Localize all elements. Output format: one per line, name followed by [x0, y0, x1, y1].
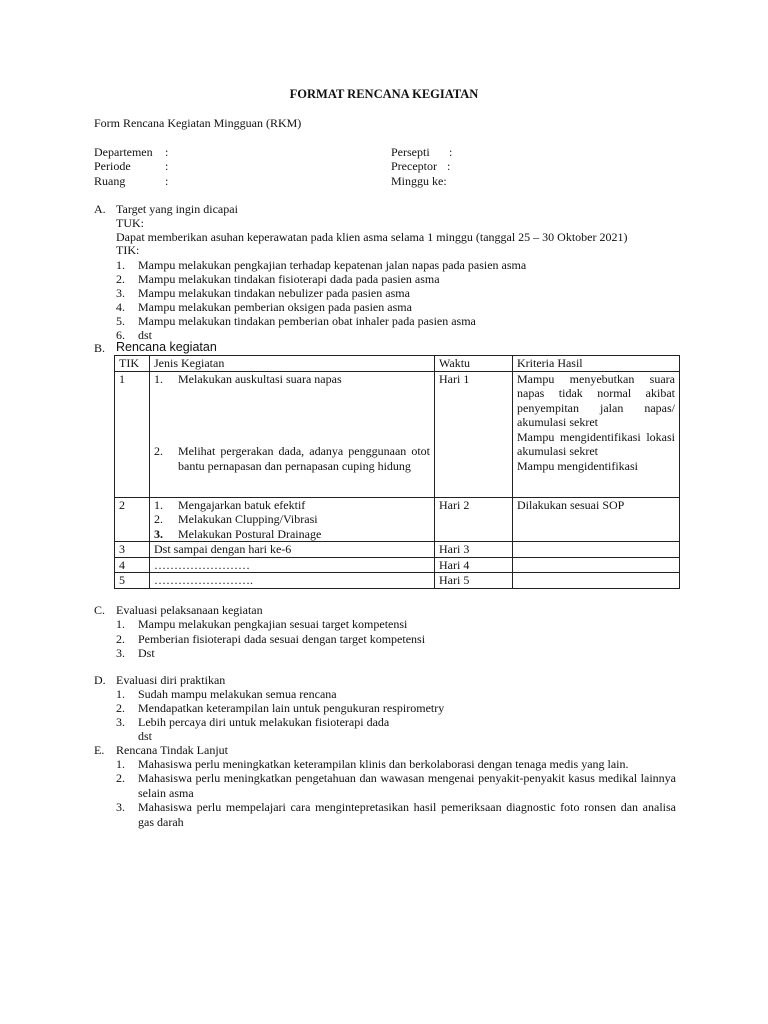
list-item: Mendapatkan keterampilan lain untuk pengukuran respirometry — [138, 701, 445, 715]
list-item: Mampu melakukan tindakan pemberian obat inhaler pada pasien asma — [138, 314, 476, 328]
list-number: 4. — [116, 300, 125, 314]
list-number: 3. — [116, 800, 125, 814]
page-title: FORMAT RENCANA KEGIATAN — [289, 87, 479, 101]
column-header-tik: TIK — [115, 356, 150, 372]
cell-kriteria — [513, 557, 680, 573]
cell-activity: …………………… — [150, 557, 435, 573]
list-item: Mampu melakukan tindakan fisioterapi dada pada pasien asma — [138, 272, 440, 286]
section-title: Rencana Tindak Lanjut — [116, 743, 228, 757]
list-number: 1. — [116, 258, 125, 272]
cell-tik: 3 — [115, 542, 150, 558]
list-item: dst — [138, 328, 153, 342]
section-title: Target yang ingin dicapai — [116, 202, 238, 216]
list-number: 1. — [116, 687, 125, 701]
activity-text: Melihat pergerakan dada, adanya penggunaan otot bantu pernapasan dan pernapasan cuping hidung — [178, 444, 430, 473]
tik-label: TIK: — [116, 243, 140, 257]
section-letter: E. — [94, 743, 105, 757]
column-header-waktu: Waktu — [435, 356, 513, 372]
section-title: Evaluasi pelaksanaan kegiatan — [116, 603, 263, 617]
info-label-departemen: Departemen — [94, 145, 153, 159]
cell-waktu: Hari 3 — [435, 542, 513, 558]
list-number: 3. — [116, 715, 125, 729]
info-label-periode: Periode — [94, 159, 131, 173]
list-item: Mahasiswa perlu meningkatkan pengetahuan dan wawasan mengenai penyakit-penyakit kasus medikal lainnya selain asma — [138, 771, 676, 800]
list-item: Pemberian fisioterapi dada sesuai dengan target kompetensi — [138, 632, 426, 646]
list-item: Mahasiswa perlu meningkatkan keterampilan klinis dan berkolaborasi dengan tenaga medis yang lain. — [138, 757, 629, 771]
table-row — [115, 557, 680, 573]
section-title: Rencana kegiatan — [116, 340, 217, 354]
info-colon: : — [165, 159, 169, 173]
list-item: Mampu melakukan pengkajian terhadap kepatenan jalan napas pada pasien asma — [138, 258, 527, 272]
table-row — [115, 542, 680, 558]
cell-activities — [150, 497, 435, 542]
section-letter: C. — [94, 603, 106, 617]
list-number: 2. — [116, 771, 125, 785]
activity-text: Melakukan auskultasi suara napas — [178, 371, 342, 386]
criteria-item: Mampu mengidentifikasi — [517, 458, 638, 473]
activity-number: 2. — [154, 444, 163, 458]
cell-waktu: Hari 4 — [435, 557, 513, 573]
section-letter: B. — [94, 341, 106, 355]
activity-text: Melakukan Clupping/Vibrasi — [178, 512, 318, 526]
info-label-ruang: Ruang — [94, 174, 126, 188]
cell-kriteria: Dilakukan sesuai SOP — [513, 497, 680, 542]
list-item: Dst — [138, 646, 155, 660]
tuk-label: TUK: — [116, 216, 144, 230]
table-row — [115, 573, 680, 589]
activity-text: Melakukan Postural Drainage — [178, 526, 322, 541]
list-item: Mampu melakukan pengkajian sesuai target kompetensi — [138, 617, 408, 631]
form-subtitle: Form Rencana Kegiatan Mingguan (RKM) — [94, 116, 302, 130]
activity-number: 2. — [154, 512, 163, 526]
column-header-kriteria: Kriteria Hasil — [513, 356, 680, 372]
cell-waktu: Hari 2 — [435, 497, 513, 542]
cell-activity: ……………………. — [150, 573, 435, 589]
cell-kriteria — [513, 573, 680, 589]
cell-tik: 2 — [115, 497, 150, 542]
list-number: 1. — [116, 617, 125, 631]
cell-waktu: Hari 5 — [435, 573, 513, 589]
cell-activities — [150, 371, 435, 497]
section-title: Evaluasi diri praktikan — [116, 673, 226, 687]
column-header-jenis: Jenis Kegiatan — [150, 356, 435, 372]
table-row — [115, 371, 680, 497]
cell-tik: 1 — [115, 371, 150, 497]
cell-kriteria — [513, 542, 680, 558]
list-number: 3. — [116, 286, 125, 300]
info-colon: : — [165, 174, 169, 188]
activity-number: 3. — [154, 526, 163, 541]
criteria-item: Mampu mengidentifikasi lokasi akumulasi sekret — [517, 429, 675, 458]
list-item: Mahasiswa perlu mempelajari cara mengintepretasikan hasil pemeriksaan diagnostic foto ronsen dan analisa gas darah — [138, 800, 676, 829]
list-number: 1. — [116, 757, 125, 771]
cell-tik: 5 — [115, 573, 150, 589]
info-colon: : — [447, 159, 451, 173]
list-number: 2. — [116, 632, 125, 646]
table-header-row — [115, 356, 680, 372]
info-label-persepti: Persepti — [391, 145, 430, 159]
cell-activity: Dst sampai dengan hari ke-6 — [150, 542, 435, 558]
list-number: 6. — [116, 328, 125, 342]
list-item: Lebih percaya diri untuk melakukan fisioterapi dada — [138, 715, 390, 729]
info-label-preceptor: Preceptor — [391, 159, 437, 173]
list-number: 2. — [116, 272, 125, 286]
list-number: 5. — [116, 314, 125, 328]
list-item: Sudah mampu melakukan semua rencana — [138, 687, 337, 701]
activity-text: Mengajarkan batuk efektif — [178, 497, 306, 512]
activity-number: 1. — [154, 497, 163, 512]
activity-plan-table — [114, 355, 680, 589]
cell-kriteria — [513, 371, 680, 497]
list-item: Mampu melakukan tindakan nebulizer pada pasien asma — [138, 286, 410, 300]
section-letter: A. — [94, 202, 106, 216]
list-item: Mampu melakukan pemberian oksigen pada pasien asma — [138, 300, 412, 314]
info-colon: : — [449, 145, 453, 159]
info-colon: : — [165, 145, 169, 159]
cell-waktu: Hari 1 — [435, 371, 513, 497]
table-row — [115, 497, 680, 542]
list-number: 2. — [116, 701, 125, 715]
activity-number: 1. — [154, 371, 163, 386]
cell-tik: 4 — [115, 557, 150, 573]
info-label-minggu: Minggu ke: — [391, 174, 447, 188]
list-number: 3. — [116, 646, 125, 660]
list-continuation: dst — [138, 729, 153, 743]
section-letter: D. — [94, 673, 106, 687]
tuk-text: Dapat memberikan asuhan keperawatan pada klien asma selama 1 minggu (tanggal 25 – 30 Oktober 2021) — [116, 230, 628, 244]
criteria-item: Mampu menyebutkan suara napas tidak normal akibat penyempitan jalan napas/ akumulasi sekret — [517, 371, 675, 429]
